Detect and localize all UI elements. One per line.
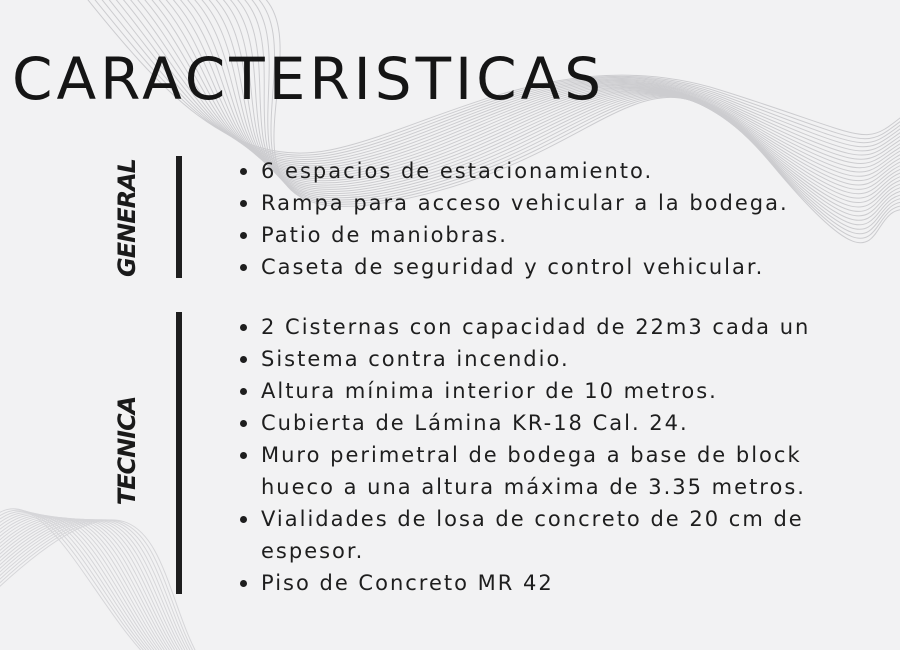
wave-line (0, 518, 179, 650)
wave-line (0, 514, 160, 650)
wave-line (0, 520, 196, 650)
general-divider-bar (176, 156, 182, 278)
list-item: 2 Cisternas con capacidad de 22m3 cada un (236, 311, 900, 343)
tecnica-divider-bar (176, 312, 182, 594)
wave-line (0, 519, 188, 650)
wave-line (0, 520, 200, 650)
general-list (236, 155, 900, 283)
list-item: Caseta de seguridad y control vehicular. (236, 251, 900, 283)
list-item: Muro perimetral de bodega a base de block hueco a una altura máxima de 3.35 metros. (236, 439, 900, 503)
wave-line (0, 516, 167, 650)
wave-line (0, 509, 150, 650)
wave-line (0, 518, 176, 650)
wave-line (0, 517, 172, 650)
wave-line (0, 517, 169, 650)
list-item: Piso de Concreto MR 42 (236, 567, 900, 599)
wave-line (0, 510, 152, 650)
wave-line (0, 519, 181, 650)
section-label-general: GENERAL (113, 159, 141, 277)
wave-line (0, 520, 193, 650)
list-item: Patio de maniobras. (236, 219, 900, 251)
wave-line (0, 514, 162, 650)
wave-line (0, 520, 198, 650)
list-item: Sistema contra incendio. (236, 343, 900, 375)
list-item: 6 espacios de estacionamiento. (236, 155, 900, 187)
list-item: Cubierta de Lámina KR-18 Cal. 24. (236, 407, 900, 439)
wave-line (0, 518, 174, 650)
wave-line (0, 513, 157, 650)
wave-line (0, 515, 164, 650)
wave-line (0, 519, 184, 650)
wave-line (0, 511, 155, 650)
list-item: Rampa para acceso vehicular a la bodega. (236, 187, 900, 219)
section-label-tecnica: TECNICA (113, 396, 141, 506)
list-item: Altura mínima interior de 10 metros. (236, 375, 900, 407)
tecnica-list (236, 311, 900, 599)
list-item: Vialidades de losa de concreto de 20 cm de espesor. (236, 503, 900, 567)
wave-line (0, 520, 191, 650)
page-title: CARACTERISTICAS (12, 45, 606, 113)
wave-line (0, 519, 186, 650)
